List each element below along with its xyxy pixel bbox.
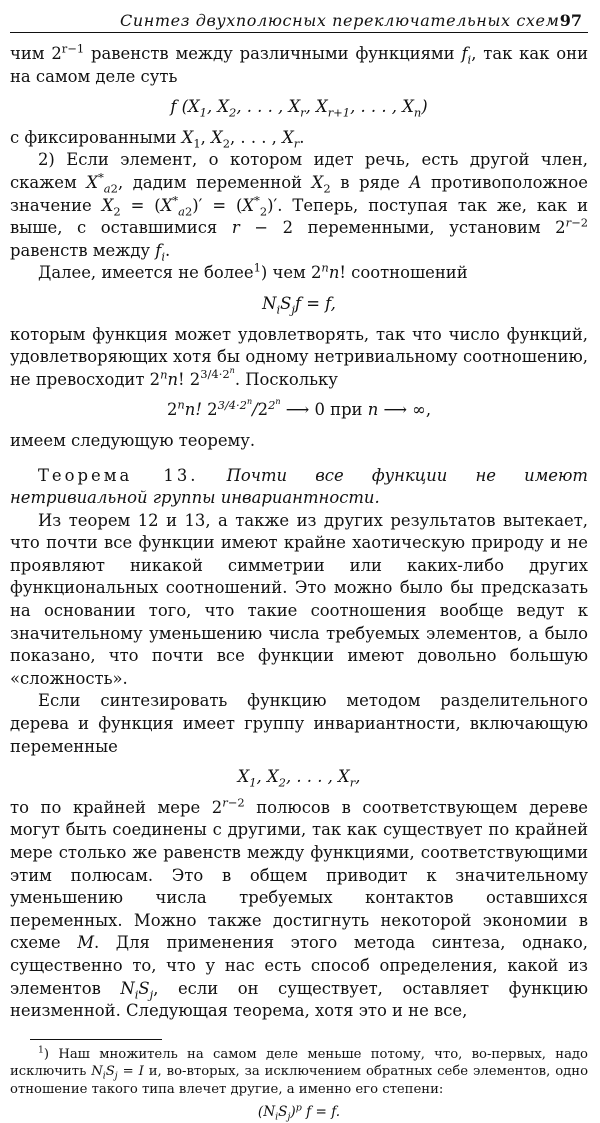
paragraph-4: Далее, имеется не более$^1$) чем 2$^n$n! соотношений <box>38 260 468 283</box>
paragraph-6: имеем следующую теорему. <box>10 430 256 450</box>
formula-4: $X_1$, $X_2$, . . . , $X_r$, <box>237 767 361 790</box>
paragraph-3: 2) Если элемент, о котором идет речь, есть другой член, скажем $X^*_{a2}$, дадим переменной $X_2$ в ряде A противоположное значение $X_2 = (X^*_{a2})' = (X^*_2)'$. Теперь, поступая так же, как и выше, с оставшимися r − 2 переменными, установим $2^{r-2}$ равенств между $f_i$. <box>10 150 589 264</box>
theorem-label: Теорема 13. <box>38 465 199 485</box>
page-header <box>10 8 588 33</box>
paragraph-8: Если синтезировать функцию методом разделительного дерева и функция имеет группу инвариантности, включающую переменные <box>10 691 588 756</box>
paragraph-2: с фиксированными $X_1$, $X_2$, . . . , $X_r$. <box>10 127 305 151</box>
theorem-13 <box>10 465 588 510</box>
formula-3: 2$^n$n! $2^{3/4\cdot 2^n}/2^{2^n}$ ⟶ 0 при n ⟶ ∞, <box>166 397 432 420</box>
footnote-rule <box>30 1039 162 1040</box>
page-number: 97 <box>559 11 582 30</box>
theorem-statement: Почти все функции не имеют нетривиальной группы инвариантности. <box>10 465 588 508</box>
footnote-1: $^1$) Наш множитель на самом деле меньше потому, что, во-первых, надо исключить $N_iS_j = I$ и, во-вторых, за исключением обратных себе элементов, одно отношение такого типа влечет другие, а именно его степени: <box>10 1044 589 1097</box>
paragraph-5: которым функция может удовлетворять, так что число функций, удовлетворяющих хотя бы одному нетривиальному соотношению, не превосходит 2$^n$n! $2^{3/4\cdot 2^n}$. Поскольку <box>10 324 588 389</box>
paragraph-7: Из теорем 12 и 13, а также из других результатов вытекает, что почти все функции имеют крайне хаотическую природу и не проявляют никакой симметрии или каких-либо других функциональных соотношений. Это можно было бы предсказать на основании того, что такие соотношения вообще ведут к значительному уменьшению числа требуемых элементов, а было показано, что почти все функции имеют довольно большую «сложность». <box>10 510 588 688</box>
formula-1: f ($X_1$, $X_2$, . . . , $X_r$, $X_{r+1}$, . . . , $X_n$) <box>170 97 428 120</box>
paragraph-9: то по крайней мере $2^{r-2}$ полюсов в соответствующем дереве могут быть соединены с другими, так как существует по крайней мере столько же равенств между функциями, соответствующими этим полюсам. Это в общем приводит к значительному уменьшению числа требуемых контактов оставшихся переменных. Можно также достигнуть некоторой экономии в схеме M. Для применения этого метода синтеза, однако, существенно то, что у нас есть способ определения, какой из элементов $N_iS_j$, если он существует, оставляет функцию неизменной. Следующая теорема, хотя это и не все, <box>10 795 588 1021</box>
footnote-formula: $(N_iS_j)^p$ f = f. <box>257 1102 341 1123</box>
formula-2: $N_iS_jf = f$, <box>262 293 336 317</box>
running-title: Синтез двухполюсных переключательных схем <box>120 11 560 30</box>
paragraph-1: чим $2^{r-1}$ равенств между различными функциями $f_i$, так как они на самом деле суть <box>10 41 589 86</box>
